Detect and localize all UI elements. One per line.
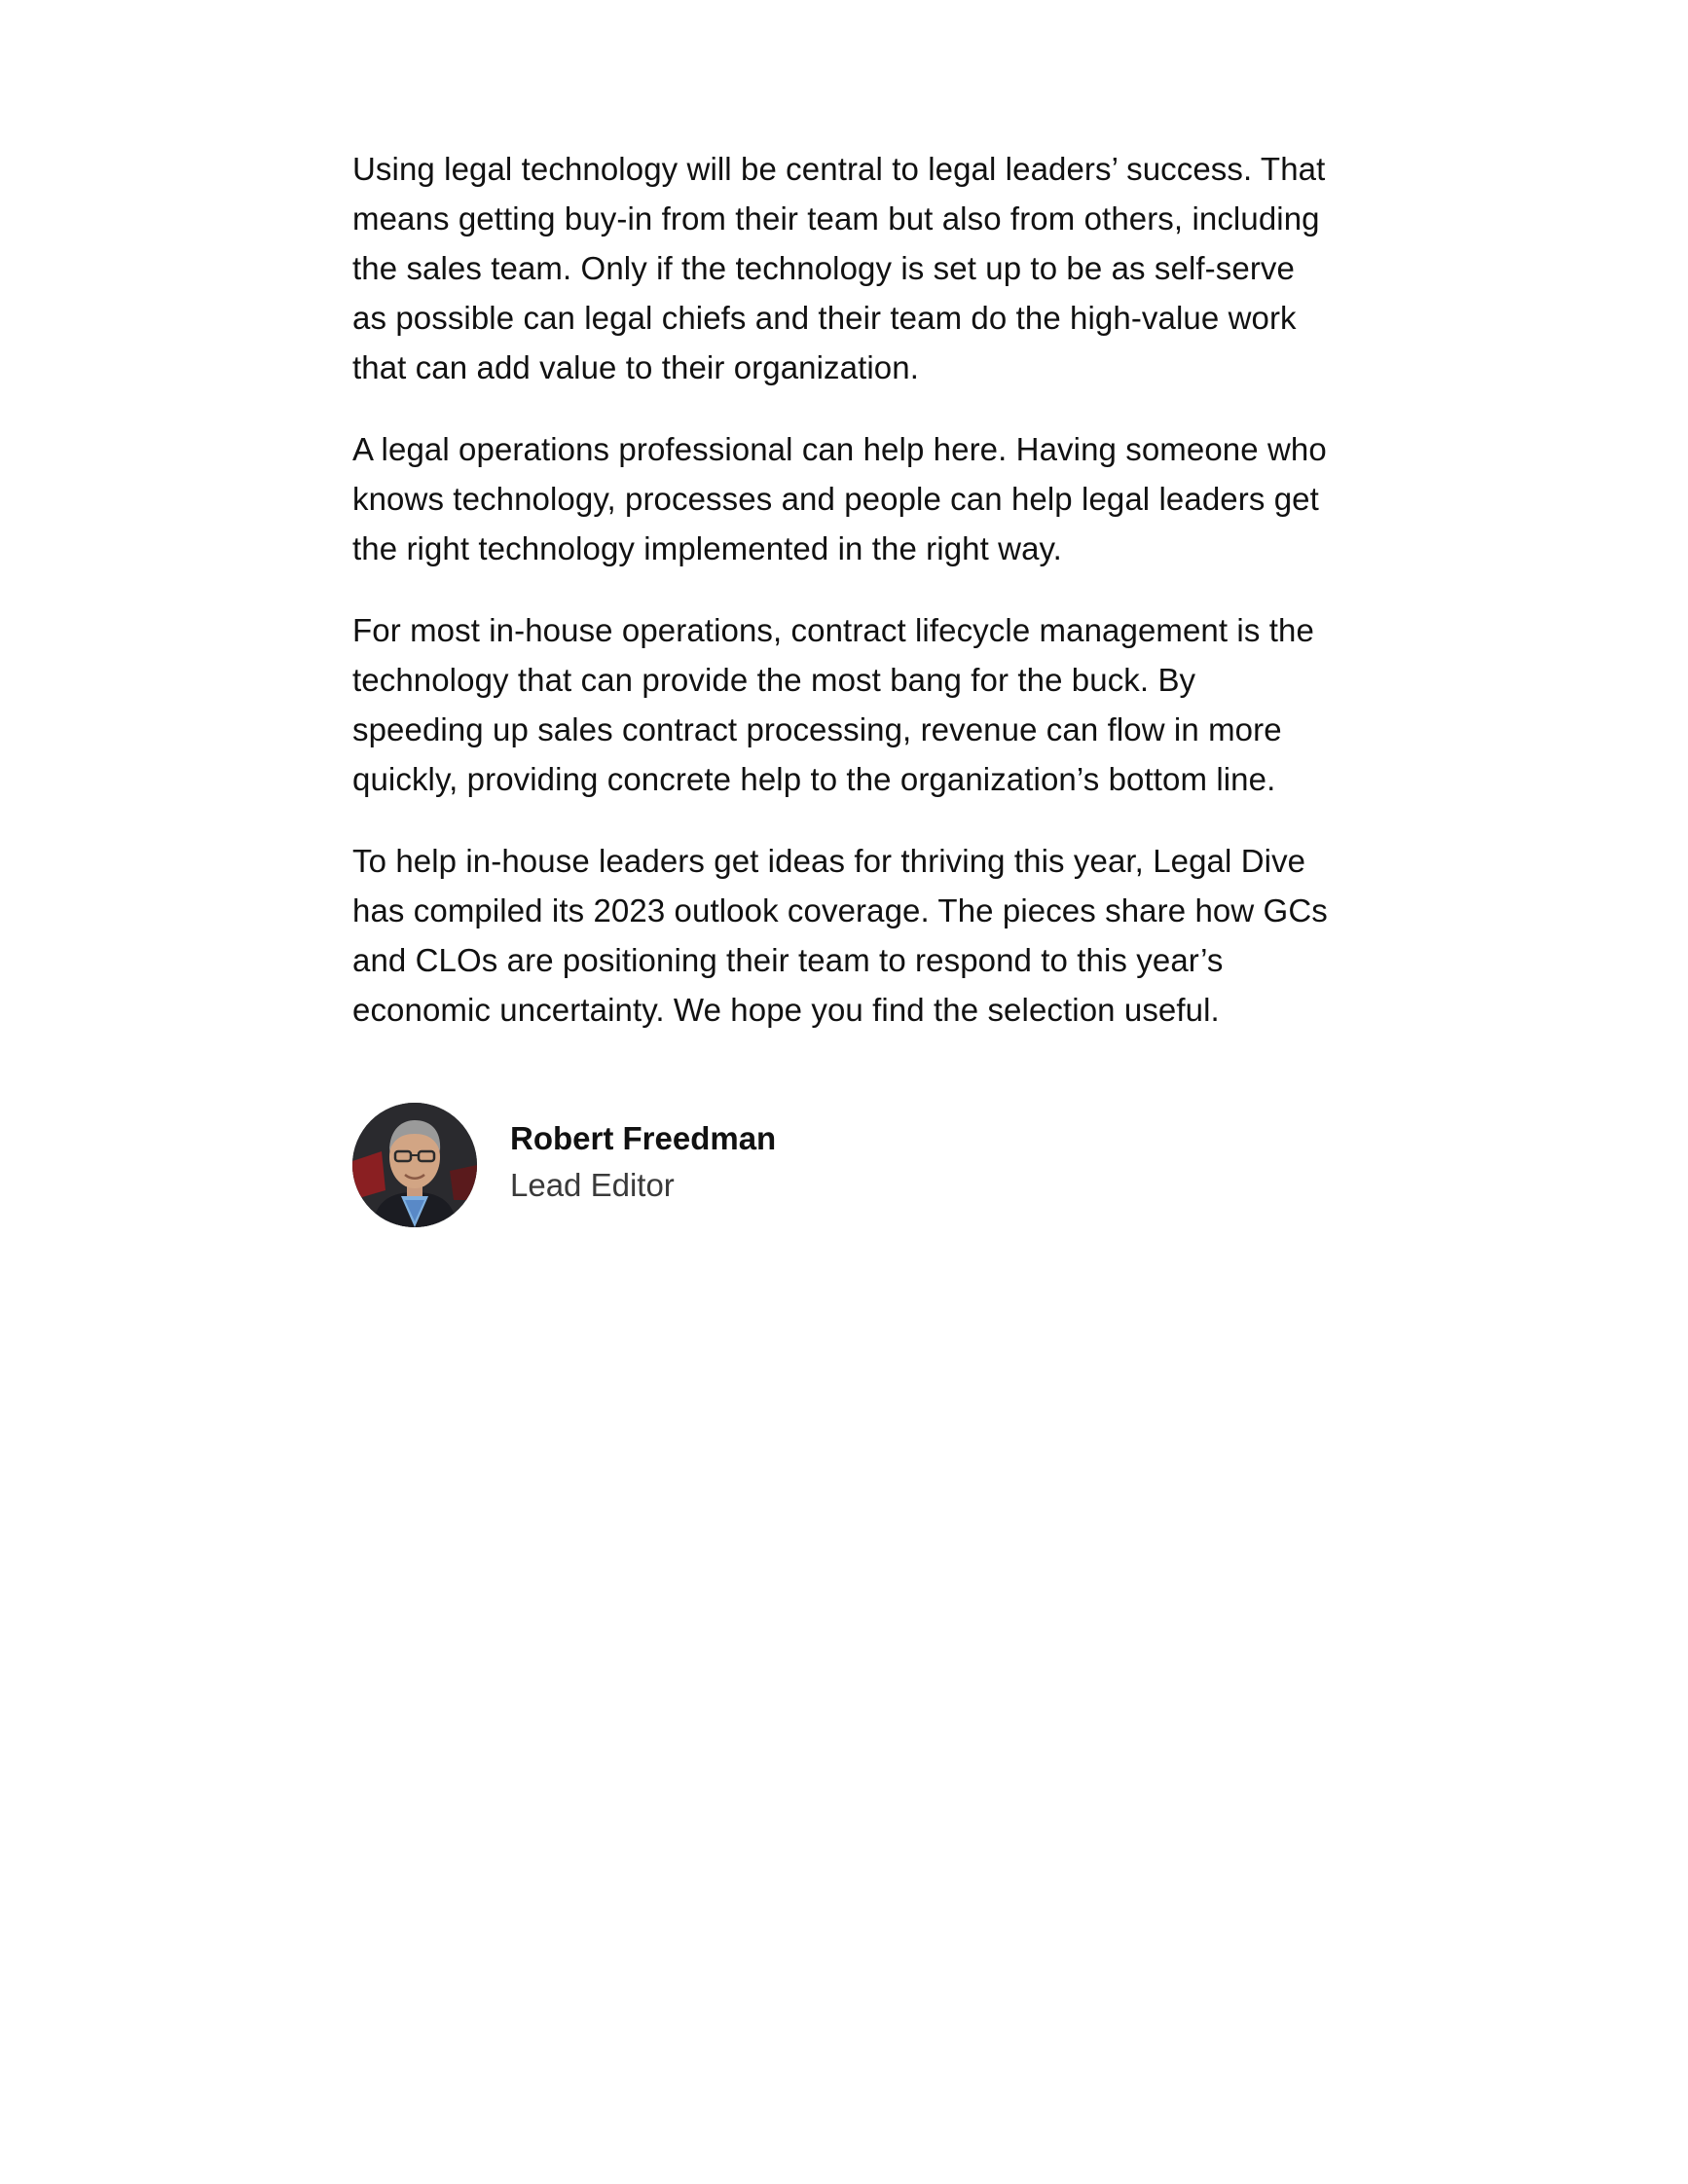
author-avatar [352,1103,477,1227]
paragraph-4: To help in-house leaders get ideas for thriving this year, Legal Dive has compiled its 2023 outlook coverage. The pieces share how GCs and CLOs are positioning their team to respond to this year’s economic uncertainty. We hope you find the selection useful. [352,843,1328,1028]
author-info [510,1115,776,1209]
paragraph-2: A legal operations professional can help here. Having someone who knows technology, processes and people can help legal leaders get the right technology implemented in the right way. [352,431,1327,566]
author-byline [352,1103,776,1227]
article-body [352,144,1336,1067]
author-role: Lead Editor [510,1167,675,1203]
author-name: Robert Freedman [510,1120,777,1156]
paragraph-1: Using legal technology will be central to legal leaders’ success. That means getting buy-in from their team but also from others, including the sales team. Only if the technology is set up to be as self-serve as possible can legal chiefs and their team do the high-value work that can add value to their organization. [352,151,1326,385]
paragraph-3: For most in-house operations, contract lifecycle management is the technology that can provide the most bang for the buck. By speeding up sales contract processing, revenue can flow in more quickly, providing concrete help to the organization’s bottom line. [352,612,1314,797]
